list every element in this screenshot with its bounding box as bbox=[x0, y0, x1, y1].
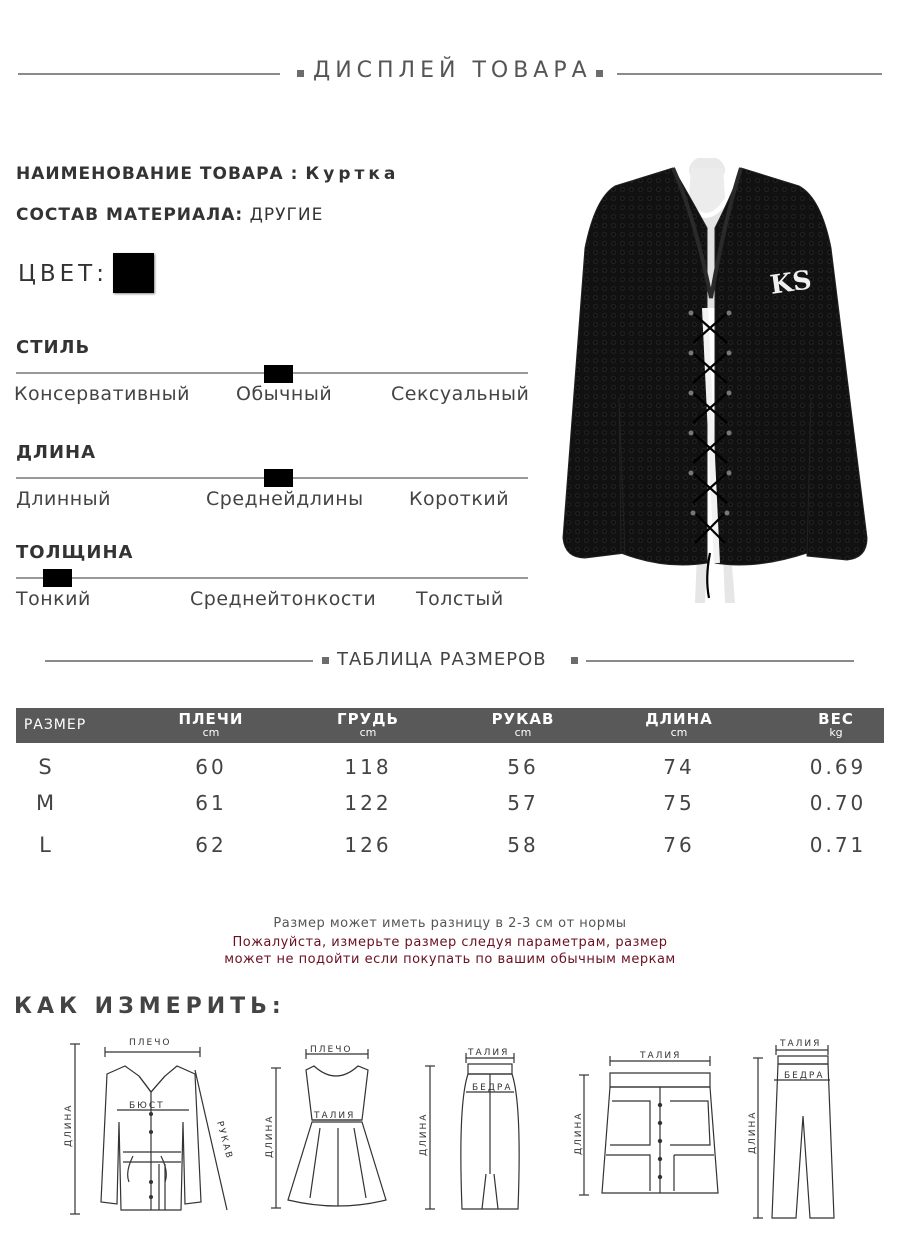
length-option-short: Короткий bbox=[409, 488, 510, 510]
cell-chest: 122 bbox=[344, 791, 392, 815]
cell-chest: 118 bbox=[344, 755, 392, 779]
thickness-scale-marker bbox=[43, 569, 72, 587]
col-size: РАЗМЕР bbox=[23, 717, 87, 733]
skirt-hips-label: БЕДРА bbox=[472, 1083, 513, 1093]
length-scale-title: ДЛИНА bbox=[16, 442, 97, 463]
size-table-title: ТАБЛИЦА РАЗМЕРОВ bbox=[337, 649, 547, 670]
sizes-line-left bbox=[45, 660, 313, 662]
size-tolerance-note: Размер может иметь разницу в 2-3 см от нормы bbox=[273, 916, 627, 931]
skirt-waist-label: ТАЛИЯ bbox=[468, 1048, 510, 1058]
header-square-left bbox=[297, 70, 304, 77]
header-line-right bbox=[617, 73, 882, 75]
dress-length-label: ДЛИНА bbox=[265, 1114, 275, 1158]
sizes-square-left bbox=[322, 657, 329, 664]
dress-diagram bbox=[258, 1040, 408, 1220]
col-sleeve: РУКАВ cm bbox=[491, 710, 555, 739]
cell-size: S bbox=[38, 755, 52, 779]
jacket-logo: KS bbox=[768, 265, 814, 301]
pants-hips-label: БЕДРА bbox=[784, 1071, 825, 1081]
style-option-sexy: Сексуальный bbox=[391, 383, 530, 405]
cell-shoulders: 62 bbox=[195, 833, 227, 857]
cell-length: 76 bbox=[663, 833, 695, 857]
skirt-diagram bbox=[410, 1044, 560, 1219]
thickness-scale-line bbox=[16, 577, 528, 579]
thickness-option-medium: Среднейтонкости bbox=[190, 588, 377, 610]
jacket-shoulder-label: ПЛЕЧО bbox=[129, 1038, 172, 1048]
cell-weight: 0.71 bbox=[809, 833, 867, 857]
dress-waist-label: ТАЛИЯ bbox=[314, 1111, 356, 1121]
jacket-bust-label: БЮСТ bbox=[129, 1101, 165, 1111]
length-option-medium: Среднейдлины bbox=[206, 488, 364, 510]
cell-sleeve: 56 bbox=[507, 755, 539, 779]
header-square-right bbox=[596, 70, 603, 77]
cell-shoulders: 60 bbox=[195, 755, 227, 779]
page-title: ДИСПЛЕЙ ТОВАРА bbox=[313, 58, 592, 83]
cell-weight: 0.70 bbox=[809, 791, 867, 815]
product-name-row bbox=[16, 164, 399, 184]
thickness-option-thick: Толстый bbox=[416, 588, 504, 610]
shorts-waist-label: ТАЛИЯ bbox=[640, 1051, 682, 1061]
header-line-left bbox=[18, 73, 280, 75]
sizes-line-right bbox=[586, 660, 854, 662]
cell-shoulders: 61 bbox=[195, 791, 227, 815]
dress-shoulder-label: ПЛЕЧО bbox=[310, 1045, 353, 1055]
measure-advice-line2: может не подойти если покупать по вашим обычным меркам bbox=[224, 952, 676, 967]
cell-sleeve: 58 bbox=[507, 833, 539, 857]
skirt-length-label: ДЛИНА bbox=[419, 1112, 429, 1156]
material-row bbox=[16, 205, 323, 225]
product-name-value: Куртка bbox=[305, 164, 400, 184]
product-image bbox=[555, 158, 885, 608]
col-shoulders: ПЛЕЧИ cm bbox=[178, 710, 244, 739]
jacket-sleeve-label: РУКАВ bbox=[214, 1120, 235, 1162]
sizes-square-right bbox=[571, 657, 578, 664]
color-swatch bbox=[113, 253, 154, 293]
cell-chest: 126 bbox=[344, 833, 392, 857]
shorts-length-label: ДЛИНА bbox=[574, 1111, 584, 1155]
cell-sleeve: 57 bbox=[507, 791, 539, 815]
cell-size: M bbox=[35, 791, 55, 815]
col-chest: ГРУДЬ cm bbox=[337, 710, 399, 739]
material-label: СОСТАВ МАТЕРИАЛА: bbox=[16, 205, 244, 225]
product-name-label: НАИМЕНОВАНИЕ ТОВАРА : bbox=[16, 164, 299, 184]
jacket-diagram bbox=[55, 1032, 245, 1222]
shorts-diagram bbox=[570, 1045, 740, 1205]
jacket-length-label: ДЛИНА bbox=[64, 1103, 74, 1147]
length-option-long: Длинный bbox=[16, 488, 112, 510]
style-option-regular: Обычный bbox=[236, 383, 333, 405]
length-scale-marker bbox=[264, 469, 293, 487]
cell-size: L bbox=[39, 833, 51, 857]
cell-weight: 0.69 bbox=[809, 755, 867, 779]
color-label: ЦВЕТ: bbox=[18, 261, 108, 287]
thickness-option-thin: Тонкий bbox=[16, 588, 91, 610]
col-weight: ВЕС kg bbox=[818, 710, 854, 739]
cell-length: 75 bbox=[663, 791, 695, 815]
jacket bbox=[563, 168, 867, 598]
measure-advice-line1: Пожалуйста, измерьте размер следуя параметрам, размер bbox=[232, 935, 668, 950]
pants-waist-label: ТАЛИЯ bbox=[780, 1039, 822, 1049]
pants-length-label: ДЛИНА bbox=[748, 1110, 758, 1154]
style-scale-marker bbox=[264, 365, 293, 383]
material-value: ДРУГИЕ bbox=[249, 205, 324, 225]
pants-diagram bbox=[748, 1036, 888, 1224]
style-option-conservative: Консервативный bbox=[14, 383, 190, 405]
thickness-scale-title: ТОЛЩИНА bbox=[16, 542, 134, 563]
how-to-measure-title: КАК ИЗМЕРИТЬ: bbox=[14, 994, 286, 1019]
cell-length: 74 bbox=[663, 755, 695, 779]
size-table-header bbox=[16, 708, 884, 743]
style-scale-title: СТИЛЬ bbox=[16, 337, 91, 358]
col-length: ДЛИНА cm bbox=[645, 710, 713, 739]
